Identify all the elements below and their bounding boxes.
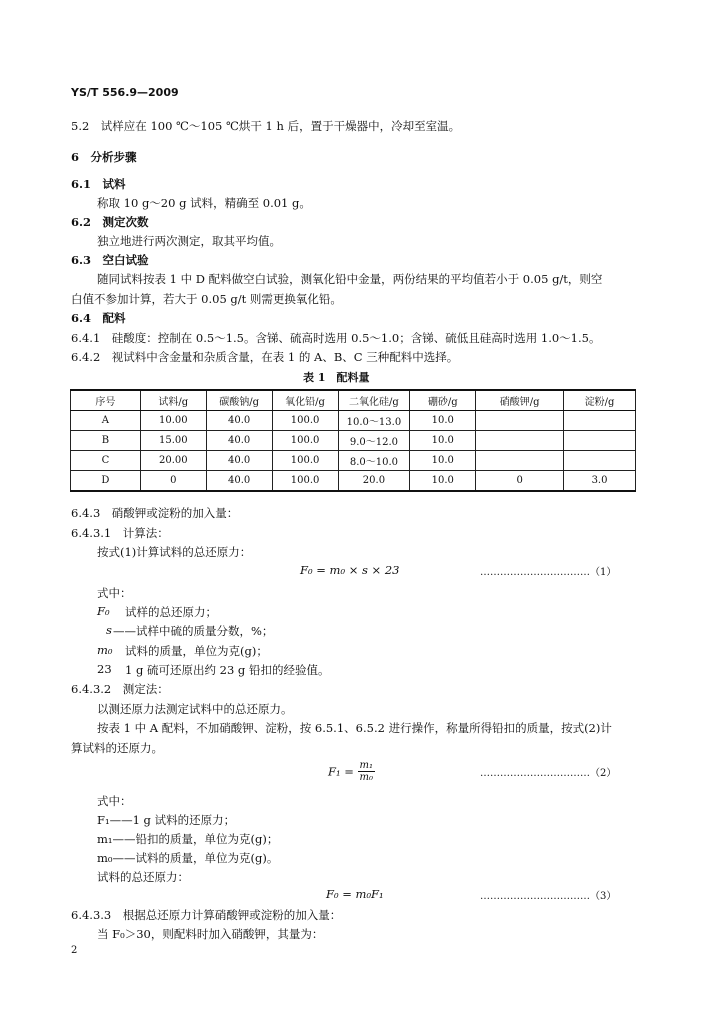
table-header-cell: 序号 [71, 390, 141, 411]
table-row [71, 451, 636, 471]
formula-3: F₀ = m₀F₁ [326, 887, 384, 901]
table-cell: 0 [140, 471, 206, 492]
formula-3-number: ……………………………（3） [480, 891, 617, 902]
measure-intro: 以测还原力法测定试料中的总还原力。 [97, 702, 293, 716]
formula-2 [328, 760, 375, 783]
table-header-cell: 硼砂/g [410, 390, 476, 411]
def-line: m₀——试料的质量，单位为克(g)。 [97, 851, 279, 865]
formula-1: F₀ = m₀ × s × 23 [300, 563, 400, 577]
clause-6-1-heading: 6.1 试料 [71, 177, 126, 191]
table-row [71, 471, 636, 492]
clause-6-2-heading: 6.2 测定次数 [71, 215, 149, 229]
clause-6-4-heading: 6.4 配料 [71, 311, 126, 325]
def-line: m₁——铅扣的质量，单位为克(g)； [97, 832, 279, 846]
table-cell: 10.0～13.0 [338, 411, 410, 431]
standard-code: YS/T 556.9—2009 [71, 86, 179, 99]
clause-6-4-3-3: 6.4.3.3 根据总还原力计算硝酸钾或淀粉的加入量： [71, 908, 342, 922]
def-symbol: F₀ [97, 604, 110, 618]
table-cell: 40.0 [206, 411, 272, 431]
table-cell: 0 [476, 471, 564, 492]
def-text: 1 g 硫可还原出约 23 g 铅扣的经验值。 [125, 663, 330, 677]
table-cell: 15.00 [140, 431, 206, 451]
table-cell [476, 451, 564, 471]
def-line: F₁——1 g 试料的还原力； [97, 813, 236, 827]
def-symbol: m₀ [97, 643, 113, 657]
formula-2-denominator: m₀ [359, 772, 374, 783]
table-cell: 20.00 [140, 451, 206, 471]
page-number: 2 [71, 945, 78, 956]
table-cell: 10.0 [410, 451, 476, 471]
measure-text-2: 算试料的还原力。 [71, 741, 163, 755]
table-header-cell: 硝酸钾/g [476, 390, 564, 411]
clause-6-4-1: 6.4.1 硅酸度：控制在 0.5～1.5。含锑、硫高时选用 0.5～1.0；含锑、硫低且硅高时选用 1.0～1.5。 [71, 331, 601, 345]
table-cell: A [71, 411, 141, 431]
mix-table [70, 389, 636, 492]
table-row [71, 431, 636, 451]
table-cell: 100.0 [272, 431, 338, 451]
calc-intro: 按式(1)计算试料的总还原力： [97, 545, 252, 559]
table-cell: 100.0 [272, 451, 338, 471]
clause-6-4-2: 6.4.2 视试料中含金量和杂质含量，在表 1 的 A、B、C 三种配料中选择。 [71, 350, 459, 364]
table-cell: 3.0 [564, 471, 636, 492]
formula-2-fraction [358, 760, 376, 783]
clause-6-3-text-2: 白值不参加计算，若大于 0.05 g/t 则需更换氧化铅。 [71, 292, 342, 306]
clause-6-3-text-1: 随同试料按表 1 中 D 配料做空白试验，测氧化铅中金量，两份结果的平均值若小于 0.05 g/t，则空 [97, 272, 603, 286]
clause-6-3-heading: 6.3 空白试验 [71, 253, 149, 267]
table-cell: 10.0 [410, 471, 476, 492]
table-cell: 10.00 [140, 411, 206, 431]
table-cell: 100.0 [272, 411, 338, 431]
table-cell [564, 431, 636, 451]
total-reducing-label: 试料的总还原力： [97, 870, 189, 884]
table-header-row [71, 390, 636, 411]
formula-2-number: ……………………………（2） [480, 768, 617, 779]
table-cell [564, 411, 636, 431]
formula-2-numerator: m₁ [359, 760, 374, 771]
clause-6-4-3: 6.4.3 硝酸钾或淀粉的加入量： [71, 506, 239, 520]
table-cell: 20.0 [338, 471, 410, 492]
table-header-cell: 试料/g [140, 390, 206, 411]
table-cell: 40.0 [206, 451, 272, 471]
def-text: 试料的质量，单位为克(g)； [125, 644, 268, 658]
table-cell: 9.0～12.0 [338, 431, 410, 451]
measure-text-1: 按表 1 中 A 配料，不加硝酸钾、淀粉，按 6.5.1、6.5.2 进行操作，称量所得铅扣的质量，按式(2)计 [97, 721, 612, 735]
table-caption: 表 1 配料量 [303, 371, 370, 384]
clause-6-2-text: 独立地进行两次测定，取其平均值。 [97, 234, 281, 248]
table-cell: 100.0 [272, 471, 338, 492]
def-symbol: 23 [97, 662, 112, 676]
formula-2-lhs: F₁ = [328, 764, 354, 779]
table-header-cell: 氧化铅/g [272, 390, 338, 411]
table-row [71, 411, 636, 431]
clause-5-2: 5.2 试样应在 100 ℃～105 ℃烘干 1 h 后，置于干燥器中，冷却至室温。 [71, 119, 461, 133]
table-cell: 8.0～10.0 [338, 451, 410, 471]
table-cell: 10.0 [410, 411, 476, 431]
def-text: ——试样中硫的质量分数，%； [113, 624, 274, 638]
table-cell [476, 431, 564, 451]
table-cell [564, 451, 636, 471]
formula-1-number: ……………………………（1） [480, 567, 617, 578]
table-header-cell: 二氧化硅/g [338, 390, 410, 411]
table-header-cell: 碳酸钠/g [206, 390, 272, 411]
table-cell: C [71, 451, 141, 471]
table-cell: D [71, 471, 141, 492]
section-6-heading: 6 分析步骤 [71, 150, 137, 164]
where-label-1: 式中： [97, 586, 132, 600]
table-cell: 40.0 [206, 471, 272, 492]
clause-6-4-3-2: 6.4.3.2 测定法： [71, 682, 169, 696]
def-symbol: s [106, 623, 112, 637]
table-cell: 40.0 [206, 431, 272, 451]
table-header-cell: 淀粉/g [564, 390, 636, 411]
table-cell: 10.0 [410, 431, 476, 451]
clause-6-4-3-1: 6.4.3.1 计算法： [71, 526, 169, 540]
table-cell: B [71, 431, 141, 451]
where-label-2: 式中： [97, 794, 132, 808]
table-cell [476, 411, 564, 431]
clause-6-1-text: 称取 10 g～20 g 试料，精确至 0.01 g。 [97, 196, 311, 210]
condition-line: 当 F₀＞30，则配料时加入硝酸钾，其量为： [97, 927, 324, 941]
def-text: 试样的总还原力； [125, 605, 217, 619]
